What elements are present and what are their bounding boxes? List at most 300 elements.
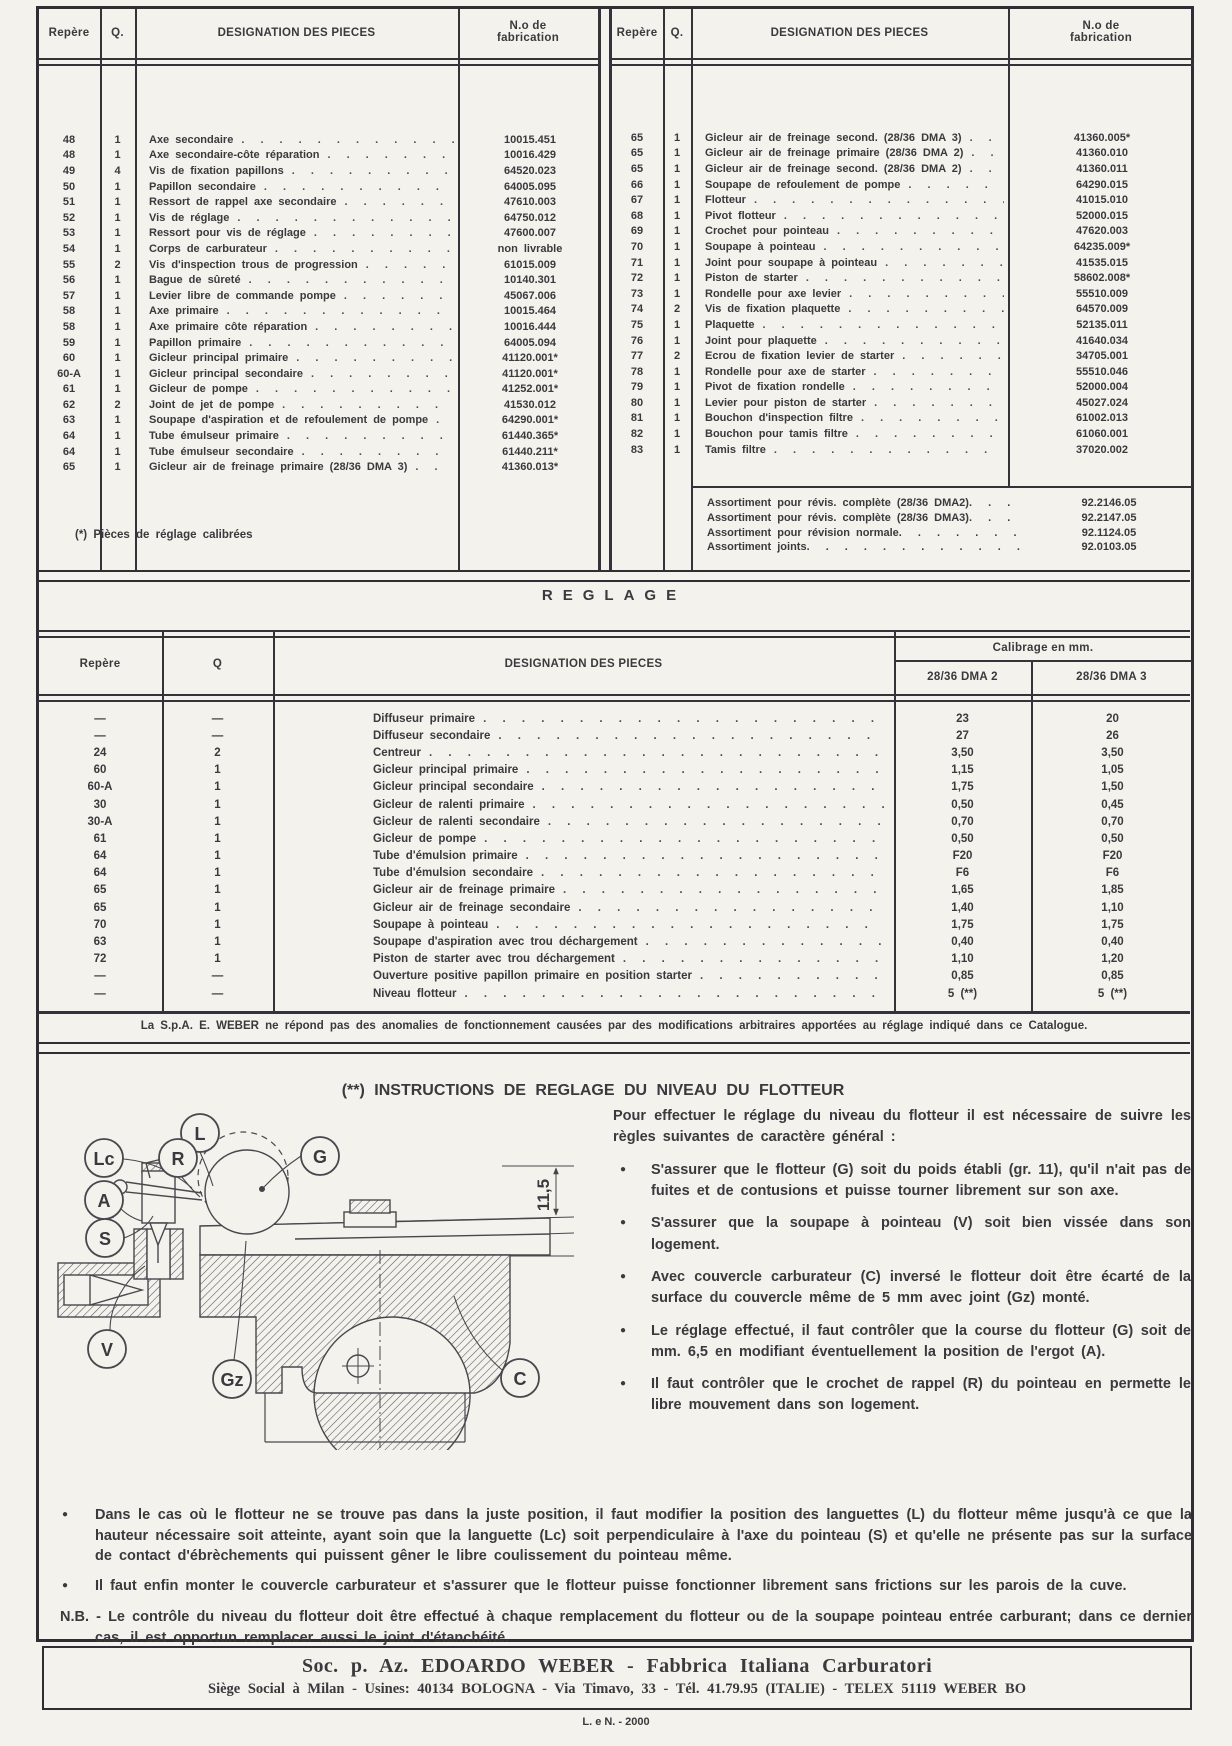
table-row (38, 459, 600, 475)
qty-cell: 1 (214, 798, 221, 811)
fabrication-number: 52000.015 (1076, 209, 1128, 222)
repere-cell: 75 (630, 318, 644, 331)
repere-cell: 78 (630, 365, 644, 378)
designation-text: Gicleur air de freinage primaire (28/36 DMA 3) (149, 461, 408, 474)
calibrage-dma2-value: 1,40 (951, 901, 974, 914)
section-rule (38, 570, 1190, 582)
dot-leader (848, 303, 1004, 315)
repere-cell: 64 (93, 867, 107, 880)
fabrication-number: 47600.007 (504, 227, 556, 240)
column-header-fabrication (458, 20, 598, 44)
reglage-row (38, 813, 1194, 830)
designation-cell (691, 179, 1010, 191)
designation-cell (691, 288, 1010, 300)
calibrage-dma3-value: 0,40 (1101, 936, 1124, 949)
dot-leader (249, 337, 454, 349)
designation-cell (273, 764, 894, 776)
fabrication-number: 47620.003 (1076, 225, 1128, 238)
designation-cell (273, 850, 894, 862)
instruction-bullet: ● Dans le cas où le flotteur ne se trouve pas dans la juste position, il faut modifier la position des languettes (L) du flotteur même jusqu'à ce que la hauteur nécessaire soit atteinte, ayant soin que la languette (Lc) soit perpendiculaire à l'axe du pointeau (S) et qu'elle ne présente pas sur la surface de contact d'ébrèchements qui puissent gêner le libre coulissement du pointeau même. (60, 1505, 1192, 1567)
assortiment-row (611, 541, 1194, 556)
designation-text: Vis de fixation papillons (149, 164, 284, 177)
reglage-row (38, 882, 1194, 899)
qty-cell: 1 (673, 209, 681, 222)
instructions-wide-section (60, 1496, 1192, 1648)
fabrication-number: 41530.012 (504, 398, 556, 411)
calibrage-dma3-value: F20 (1102, 850, 1123, 863)
dot-leader (971, 147, 1004, 159)
repere-cell: 70 (630, 240, 644, 253)
reglage-row (38, 985, 1194, 1002)
reglage-row (38, 865, 1194, 882)
qty-cell: 1 (214, 953, 221, 966)
table-row (611, 146, 1194, 162)
repere-cell: — (94, 970, 106, 983)
table-row (38, 163, 600, 179)
fabrication-number: 55510.009 (1076, 287, 1128, 300)
qty-cell: 1 (673, 162, 681, 175)
column-header-q: Q (212, 658, 223, 670)
designation-cell (273, 970, 894, 982)
dot-leader (807, 541, 1024, 553)
repere-cell: 69 (630, 225, 644, 238)
table-row (38, 226, 600, 242)
repere-cell: 72 (630, 272, 644, 285)
designation-text: Diffuseur primaire (373, 712, 476, 725)
calibrage-dma2-value: 1,65 (951, 884, 974, 897)
designation-text: Bouchon d'inspection filtre (705, 412, 853, 425)
designation-cell (691, 303, 1010, 315)
fabrication-number: 41535.015 (1076, 256, 1128, 269)
table-row (611, 411, 1194, 427)
repere-cell: — (94, 987, 106, 1000)
table-row (38, 148, 600, 164)
fabrication-number: 41640.034 (1076, 334, 1128, 347)
dot-leader (754, 194, 1004, 206)
designation-cell (273, 919, 894, 931)
qty-cell: 1 (214, 832, 221, 845)
repere-cell: 79 (630, 381, 644, 394)
designation-text: Gicleur air de freinage second. (28/36 DMA 3) (705, 131, 962, 144)
designation-text: Tube d'émulsion primaire (373, 850, 518, 863)
designation-text: Soupape à pointeau (373, 918, 489, 931)
table-row (38, 257, 600, 273)
designation-text: Tube d'émulsion secondaire (373, 867, 533, 880)
repere-cell: 65 (630, 147, 644, 160)
designation-cell (691, 319, 1010, 331)
designation-text: Ecrou de fixation levier de starter (705, 350, 895, 363)
reglage-row (38, 916, 1194, 933)
section-rule (38, 1042, 1190, 1054)
designation-text: Gicleur de pompe (373, 832, 477, 845)
calibrated-parts-footnote: (*) Pièces de réglage calibrées (75, 529, 253, 541)
column-header-repere: Repère (48, 27, 90, 39)
assortiment-row (611, 527, 1194, 542)
table-row (611, 380, 1194, 396)
assortiment-number: 92.0103.05 (1081, 541, 1137, 554)
designation-cell (135, 461, 460, 473)
repere-cell: 61 (93, 832, 107, 845)
designation-cell (135, 165, 460, 177)
calibrage-dma3-value: 0,45 (1101, 798, 1124, 811)
instructions-intro: Pour effectuer le réglage du niveau du flotteur il est nécessaire de suivre les règles suivantes de caractère général : (613, 1108, 1191, 1146)
dot-leader (646, 936, 884, 948)
fabrication-number: 64235.009* (1073, 240, 1131, 253)
callout-Gz: Gz (220, 1370, 244, 1390)
designation-cell (135, 274, 460, 286)
callout-L: L (194, 1124, 206, 1144)
reglage-row (38, 830, 1194, 847)
dot-leader (344, 196, 454, 208)
designation-text: Gicleur principal primaire (149, 352, 289, 365)
assortiment-number: 92.1124.05 (1081, 526, 1137, 539)
repere-cell: 56 (62, 274, 76, 287)
qty-cell: 1 (673, 428, 681, 441)
fabrication-number: 61015.009 (504, 258, 556, 271)
repere-cell: 82 (630, 428, 644, 441)
designation-cell (691, 163, 1010, 175)
designation-cell (691, 335, 1010, 347)
fabrication-number: 64520.023 (504, 164, 556, 177)
repere-cell: 53 (62, 227, 76, 240)
qty-cell: 4 (114, 164, 121, 177)
table-row (38, 444, 600, 460)
repere-cell: 73 (630, 287, 644, 300)
repere-cell: 64 (62, 430, 76, 443)
repere-cell: 54 (62, 242, 76, 255)
dot-leader (861, 412, 1004, 424)
repere-cell: 50 (62, 180, 76, 193)
dot-leader (970, 163, 1004, 175)
designation-text: Rondelle pour axe de starter (705, 365, 866, 378)
dimension-11-5: 11,5 (534, 1178, 553, 1212)
qty-cell: 1 (114, 227, 121, 240)
designation-text: Joint pour plaquette (705, 334, 817, 347)
repere-cell: 58 (62, 305, 76, 318)
calibrage-dma3-value: 1,50 (1101, 781, 1124, 794)
table-row (38, 428, 600, 444)
fabrication-number: 10016.429 (504, 149, 556, 162)
qty-cell: 2 (114, 258, 121, 271)
designation-text: Tamis filtre (705, 443, 766, 456)
qty-cell: 1 (114, 352, 121, 365)
column-header-q: Q. (670, 27, 684, 39)
repere-cell: 30-A (87, 815, 113, 828)
designation-cell (691, 225, 1010, 237)
fabrication-number: 64750.012 (504, 211, 556, 224)
fabrication-number: 61440.365* (501, 430, 559, 443)
designation-cell (273, 936, 894, 948)
callout-Lc: Lc (93, 1149, 115, 1169)
qty-cell: 1 (114, 289, 121, 302)
instructions-title: (**) INSTRUCTIONS DE REGLAGE DU NIVEAU DU FLOTTEUR (341, 1082, 845, 1099)
designation-cell (273, 781, 894, 793)
fabrication-number: 47610.003 (504, 196, 556, 209)
fabrication-number: 41360.011 (1076, 162, 1128, 175)
designation-cell (691, 381, 1010, 393)
fabrication-number: 41015.010 (1076, 194, 1128, 207)
qty-cell: 1 (673, 365, 681, 378)
dot-leader (526, 850, 884, 862)
designation-text: Axe primaire côte réparation (149, 320, 308, 333)
qty-cell: 1 (214, 936, 221, 949)
dot-leader (874, 366, 1004, 378)
qty-cell: 1 (673, 272, 681, 285)
dot-leader (969, 497, 1024, 509)
designation-cell (691, 210, 1010, 222)
qty-cell: 1 (114, 274, 121, 287)
divider (38, 1011, 1190, 1014)
designation-text: Gicleur de pompe (149, 383, 248, 396)
instruction-bullet: ● Le réglage effectué, il faut contrôler que la course du flotteur (G) soit de mm. 6,5 en modifiant éventuellement la position de l'ergot (A). (613, 1321, 1191, 1364)
table-row (38, 210, 600, 226)
qty-cell: 1 (114, 336, 121, 349)
fabrication-number: 52135.011 (1076, 318, 1128, 331)
designation-cell (273, 799, 894, 811)
designation-text: Joint pour soupape à pointeau (705, 256, 878, 269)
designation-text: Vis de fixation plaquette (705, 303, 841, 316)
repere-cell: 48 (62, 149, 76, 162)
designation-text: Levier pour piston de starter (705, 396, 867, 409)
table-row (38, 179, 600, 195)
table-row (38, 132, 600, 148)
column-header-designation: DESIGNATION DES PIECES (770, 27, 929, 39)
qty-cell: 2 (214, 746, 221, 759)
fabrication-line1: N.o de (509, 20, 547, 32)
qty-cell: 1 (114, 149, 121, 162)
repere-cell: 80 (630, 396, 644, 409)
table-row (611, 364, 1194, 380)
designation-cell (691, 350, 1010, 362)
repere-cell: 58 (62, 320, 76, 333)
designation-cell (273, 988, 894, 1000)
designation-text: Gicleur air de freinage primaire (373, 884, 556, 897)
calibrage-dma2-value: 0,70 (951, 815, 974, 828)
designation-cell (135, 149, 460, 161)
designation-text: Axe secondaire-côte réparation (149, 149, 320, 162)
designation-text: Centreur (373, 746, 421, 759)
designation-text: Gicleur air de freinage second. (28/36 DMA 2) (705, 162, 962, 175)
designation-text: Gicleur air de freinage secondaire (373, 901, 571, 914)
table-row (611, 255, 1194, 271)
repere-cell: 64 (62, 445, 76, 458)
designation-text: Papillon primaire (149, 336, 242, 349)
fabrication-number: 64570.009 (1076, 303, 1128, 316)
qty-cell: 1 (114, 430, 121, 443)
repere-cell: 64 (93, 850, 107, 863)
fabrication-line2: fabrication (496, 32, 560, 44)
designation-cell (273, 953, 894, 965)
qty-cell: 1 (214, 901, 221, 914)
assortiments-list (611, 497, 1194, 556)
reglage-row (38, 933, 1194, 950)
reglage-section-title: REGLAGE (541, 587, 687, 604)
designation-text: Joint de jet de pompe (149, 398, 275, 411)
fabrication-number: 45067.006 (504, 289, 556, 302)
designation-text: Papillon secondaire (149, 180, 256, 193)
designation-text: Ouverture positive papillon primaire en position starter (373, 970, 692, 983)
dot-leader (824, 241, 1004, 253)
qty-cell: — (211, 729, 224, 742)
fabrication-number: 37020.002 (1076, 443, 1128, 456)
dot-leader (311, 368, 454, 380)
calibrage-dma2-value: 23 (956, 712, 969, 725)
calibrage-dma3-value: 1,10 (1101, 901, 1124, 914)
qty-cell: 1 (114, 320, 121, 333)
dot-leader (548, 816, 884, 828)
fabrication-number: 41120.001* (502, 367, 558, 380)
divider (38, 700, 1190, 702)
parts-table-right (611, 130, 1194, 457)
dot-leader (256, 383, 454, 395)
qty-cell: 1 (214, 918, 221, 931)
qty-cell: 1 (673, 287, 681, 300)
table-row (38, 397, 600, 413)
designation-cell (691, 366, 1010, 378)
fabrication-number: 41120.001* (502, 352, 558, 365)
repere-cell: 57 (62, 289, 76, 302)
fabrication-number: 10140.301 (504, 274, 556, 287)
dot-leader (849, 288, 1004, 300)
repere-cell: — (94, 712, 106, 725)
fabrication-line1: N.o de (1082, 20, 1120, 32)
table-row (611, 442, 1194, 458)
qty-cell: 1 (673, 256, 681, 269)
column-header-dma2: 28/36 DMA 2 (927, 671, 998, 683)
designation-text: Gicleur de ralenti secondaire (373, 815, 540, 828)
designation-cell (135, 383, 460, 395)
fabrication-number: 10015.451 (504, 133, 556, 146)
column-header-fabrication (1008, 20, 1194, 44)
reglage-row (38, 727, 1194, 744)
dot-leader (806, 272, 1004, 284)
fabrication-number: 64290.001* (501, 414, 559, 427)
calibrage-dma2-value: 0,40 (951, 936, 974, 949)
assortiment-number: 92.2147.05 (1081, 511, 1137, 524)
designation-cell (135, 290, 460, 302)
instruction-bullet: ● S'assurer que le flotteur (G) soit du poids établi (gr. 11), qu'il n'ait pas de fuites et de contusions et puisse tourner librement sur son axe. (613, 1160, 1191, 1203)
qty-cell: 1 (114, 445, 121, 458)
dot-leader (969, 512, 1024, 524)
calibrage-dma3-value: 1,05 (1101, 764, 1124, 777)
instruction-bullet: ● Avec couvercle carburateur (C) inversé le flotteur doit être écarté de la surface du couvercle même de 5 mm avec joint (Gz) monté. (613, 1267, 1191, 1310)
callout-S: S (98, 1229, 112, 1249)
designation-cell (691, 257, 1010, 269)
repere-cell: 48 (62, 133, 76, 146)
designation-cell (135, 337, 460, 349)
calibrage-dma2-value: 0,85 (951, 970, 974, 983)
repere-cell: 66 (630, 178, 644, 191)
assortiment-row (611, 512, 1194, 527)
designation-text: Levier libre de commande pompe (149, 289, 336, 302)
fabrication-number: 10015.464 (504, 305, 556, 318)
calibrage-dma2-value: 1,75 (951, 781, 974, 794)
dot-leader (302, 446, 454, 458)
column-header-designation: DESIGNATION DES PIECES (504, 658, 663, 670)
designation-text: Gicleur air de freinage primaire (28/36 DMA 2) (705, 147, 964, 160)
divider (611, 64, 1194, 66)
designation-cell (135, 399, 460, 411)
designation-cell (135, 368, 460, 380)
repere-cell: 60-A (57, 367, 81, 380)
dot-leader (275, 243, 454, 255)
reglage-row (38, 899, 1194, 916)
designation-text: Axe primaire (149, 305, 219, 318)
dot-leader (429, 747, 884, 759)
repere-cell: 55 (62, 258, 76, 271)
calibrage-dma3-value: 3,50 (1101, 746, 1124, 759)
designation-text: Corps de carburateur (149, 242, 267, 255)
qty-cell: 1 (214, 781, 221, 794)
table-row (38, 382, 600, 398)
table-row (38, 241, 600, 257)
dot-leader (578, 902, 884, 914)
repere-cell: 61 (62, 383, 76, 396)
fabrication-number: 58602.008* (1073, 272, 1131, 285)
callout-G: G (312, 1147, 328, 1167)
dot-leader (436, 414, 454, 426)
reglage-row (38, 848, 1194, 865)
designation-cell (135, 446, 460, 458)
designation-text: Bague de sûreté (149, 274, 241, 287)
reglage-row (38, 951, 1194, 968)
dot-leader (623, 953, 884, 965)
instructions-text-column (613, 1106, 1191, 1417)
assortiment-label: Assortiment pour révis. complète (28/36 DMA3) (707, 511, 969, 524)
table-row (611, 224, 1194, 240)
repere-cell: 68 (630, 209, 644, 222)
assortiment-number: 92.2146.05 (1081, 497, 1137, 509)
callout-C: C (513, 1369, 527, 1389)
nota-bene: N.B. - Le contrôle du niveau du flotteur doit être effectué à chaque remplacement du flotteur ou de la soupape pointeau entrée carburant; dans ce dernier cas, il est opportun remplacer aussi le joint d'étanchéité. (60, 1609, 1192, 1646)
qty-cell: 1 (114, 133, 121, 146)
column-header-repere: Repère (616, 27, 658, 39)
qty-cell: — (211, 970, 224, 983)
qty-cell: 1 (673, 131, 681, 144)
fabrication-number: 52000.004 (1076, 381, 1128, 394)
table-row (38, 194, 600, 210)
repere-cell: 59 (62, 336, 76, 349)
designation-text: Rondelle pour axe levier (705, 287, 842, 300)
reglage-row (38, 968, 1194, 985)
dot-leader (825, 335, 1004, 347)
qty-cell: 1 (214, 867, 221, 880)
divider (692, 486, 1192, 488)
table-row (38, 319, 600, 335)
fabrication-number: non livrable (497, 242, 563, 255)
dot-leader (292, 165, 454, 177)
company-name: Soc. p. Az. EDOARDO WEBER - Fabbrica Italiana Carburatori (301, 1655, 933, 1677)
repere-cell: 65 (630, 162, 644, 175)
dot-leader (874, 397, 1004, 409)
divider (38, 630, 1190, 632)
designation-cell (135, 305, 460, 317)
calibrage-dma3-value: 26 (1106, 729, 1119, 742)
designation-text: Plaquette (705, 318, 755, 331)
table-row (611, 270, 1194, 286)
designation-text: Ressort de rappel axe secondaire (149, 196, 337, 209)
calibrage-dma2-value: 0,50 (951, 798, 974, 811)
designation-cell (273, 730, 894, 742)
designation-text: Axe secondaire (149, 133, 234, 146)
dot-leader (327, 149, 454, 161)
designation-text: Piston de starter avec trou déchargement (373, 953, 615, 966)
designation-cell (691, 444, 1010, 456)
qty-cell: 1 (673, 443, 681, 456)
calibrage-dma2-value: 1,75 (951, 918, 974, 931)
dot-leader (415, 461, 454, 473)
designation-cell (691, 241, 1010, 253)
